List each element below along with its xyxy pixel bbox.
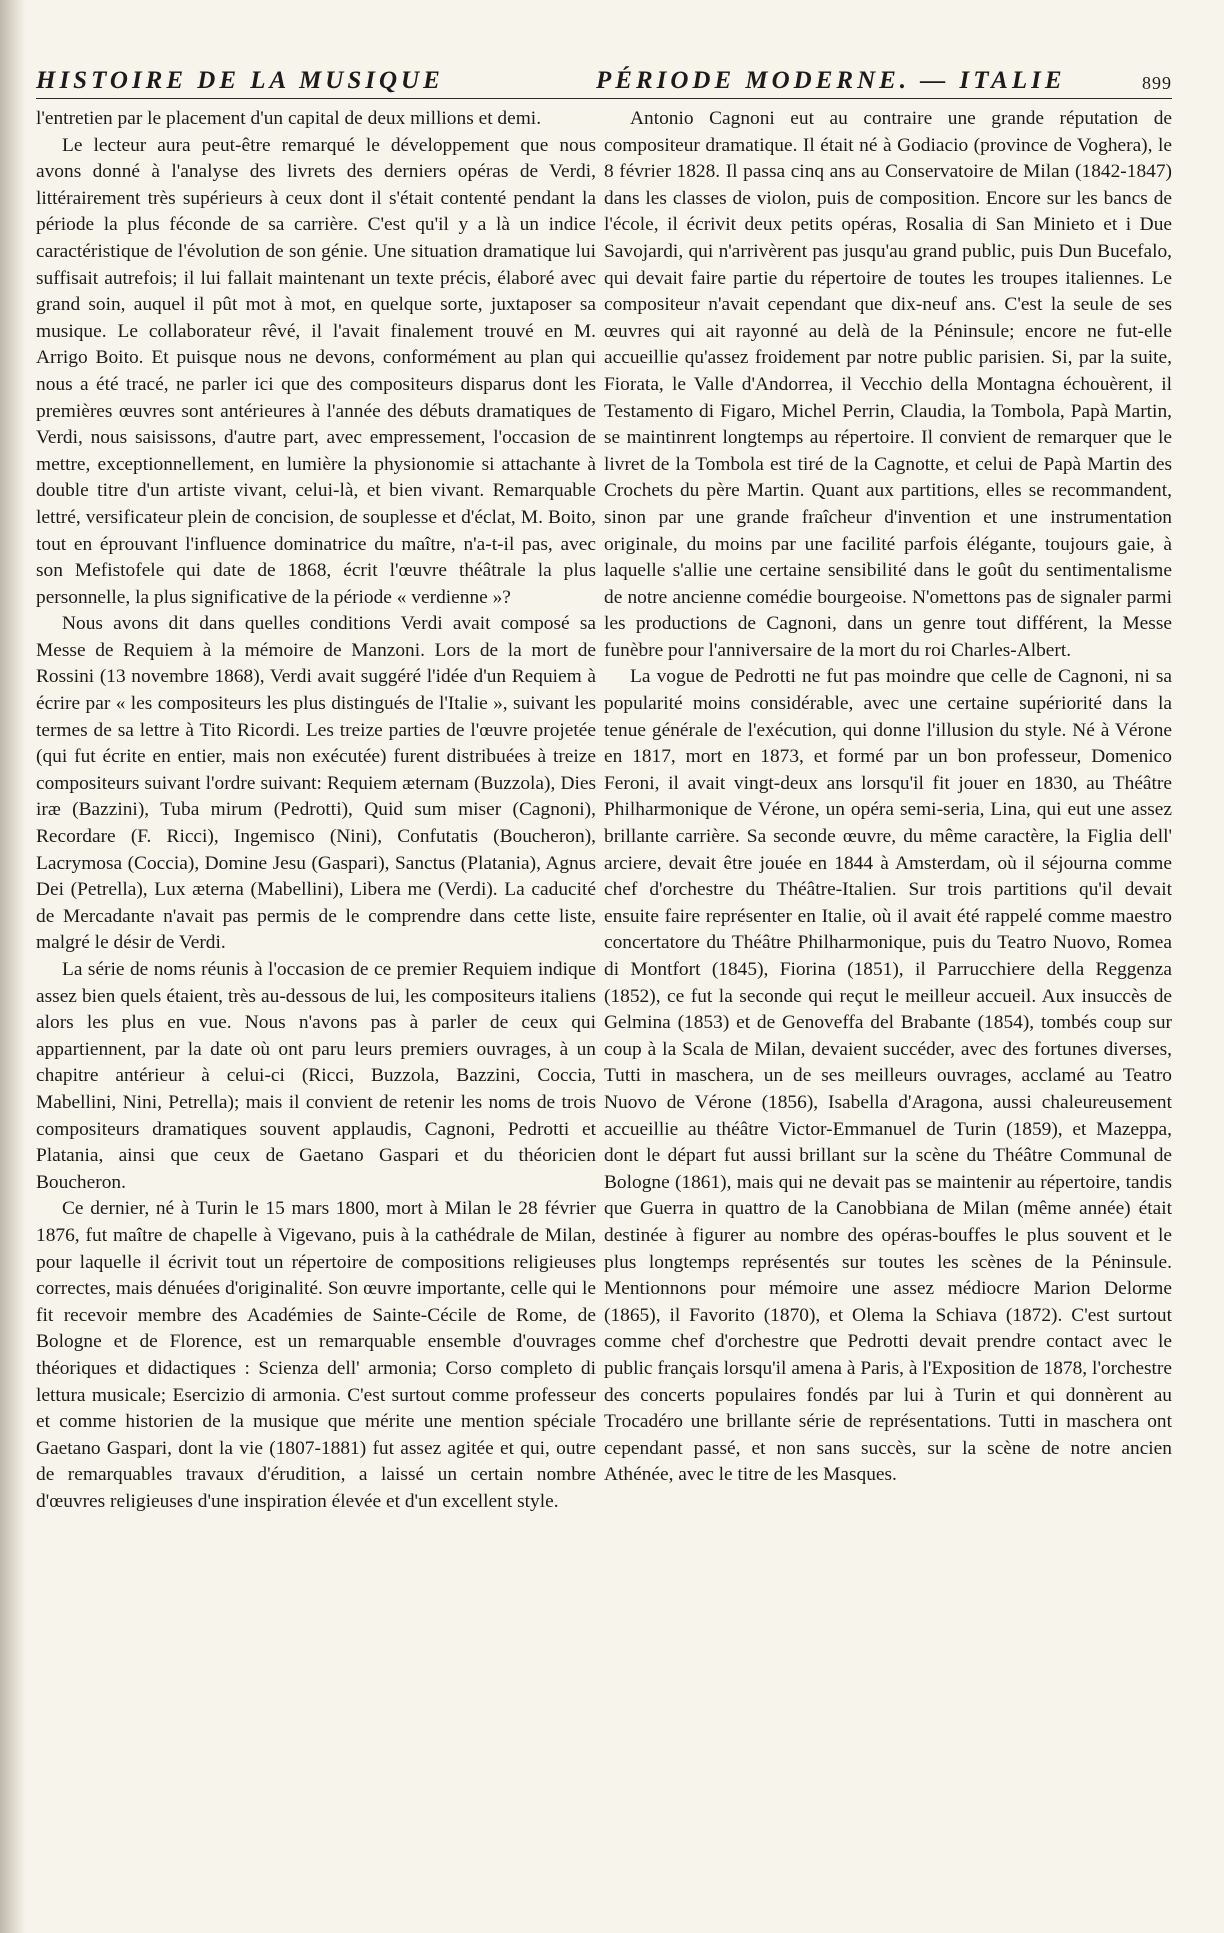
paragraph: Antonio Cagnoni eut au contraire une grande réputation de compositeur dramatique. Il était né à Godiacio (province de Voghera), le 8 février 1828. Il passa cinq ans au Conservatoire de Milan (1842-1847) dans les classes de violon, puis de composition. Encore sur les bancs de l'école, il écrivit deux petits opéras, Rosalia di San Minieto et i Due Savojardi, qui n'arrivèrent pas jusqu'au grand public, puis Dun Bucefalo, qui devait faire partie du répertoire de toutes les troupes italiennes. Le compositeur n'avait cependant que dix-neuf ans. C'est la seule de ses œuvres qui ait rayonné au delà de la Péninsule; encore ne fut-elle accueillie qu'assez froidement par notre public parisien. Si, par la suite, Fiorata, le Valle d'Andorrea, il Vecchio della Montagna échouèrent, il Testamento di Figaro, Michel Perrin, Claudia, la Tombola, Papà Martin, se maintinrent longtemps au répertoire. Il convient de remarquer que le livret de la Tombola est tiré de la Cagnotte, et celui de Papà Martin des Crochets du père Martin. Quant aux partitions, elles se recommandent, sinon par une grande fraîcheur d'invention et une instrumentation originale, du moins par une facilité parfois élégante, toujours gaie, à laquelle s'allie une certaine sensibilité dans le goût du sentimentalisme de notre ancienne comédie bourgeoise. N'omettons pas de signaler parmi les productions de Cagnoni, dans un genre tout différent, la Messe funèbre pour l'anniversaire de la mort du roi Charles-Albert. <box>604 108 1172 661</box>
header-rule <box>36 98 1172 99</box>
header-right-title: PÉRIODE MODERNE. — ITALIE <box>596 67 1066 94</box>
paragraph: La vogue de Pedrotti ne fut pas moindre que celle de Cagnoni, ni sa popularité moins considérable, avec une certaine supériorité dans la tenue générale de l'exécution, qui donne l'illusion du style. Né à Vérone en 1817, mort en 1873, et formé par un bon professeur, Domenico Feroni, il avait vingt-deux ans lorsqu'il fit jouer en 1830, au Théâtre Philharmonique de Vérone, un opéra semi-seria, Lina, qui eut une assez brillante carrière. Sa seconde œuvre, du même caractère, la Figlia dell' arciere, devait être jouée en 1844 à Amsterdam, où il séjourna comme chef d'orchestre du Théâtre-Italien. Sur trois partitions qu'il devait ensuite faire représenter en Italie, où il avait été rappelé comme maestro concertatore du Théâtre Philharmonique, puis du Teatro Nuovo, Romea di Montfort (1845), Fiorina (1851), il Parrucchiere della Reggenza (1852), ce fut la seconde qui reçut le meilleur accueil. Aux insuccès de Gelmina (1853) et de Genoveffa del Brabante (1854), tombés coup sur coup à la Scala de Milan, devaient succéder, avec des fortunes diverses, Tutti in maschera, un de ses meilleurs ouvrages, acclamé au Teatro Nuovo de Vérone (1856), Isabella d'Aragona, aussi chaleureusement accueillie au théâtre Victor-Emmanuel de Turin (1859), et Mazeppa, dont le départ fut aussi brillant sur la scène du Théâtre Communal de Bologne (1861), mais qui ne devait pas se maintenir au répertoire, tandis que Guerra in quattro de la Canobbiana de Milan (même année) était destinée à figurer au nombre des opéras-bouffes le plus souvent et le plus longtemps représentés sur toutes les scènes de la Péninsule. Mentionnons pour mémoire une assez médiocre Marion Delorme (1865), il Favorito (1870), et Olema la Schiava (1872). C'est surtout comme chef d'orchestre que Pedrotti devait prendre contact avec le public français lorsqu'il amena à Paris, à l'Exposition de 1878, l'orchestre des concerts populaires fondés par lui à Turin et qui donnèrent au Trocadéro une brillante série de représentations. Tutti in maschera ont cependant passé, et non sans succès, sur la scène de notre ancien Athénée, avec le titre de les Masques. <box>604 666 1172 1486</box>
page-binding-edge <box>0 0 26 1933</box>
paragraph: Nous avons dit dans quelles conditions Verdi avait composé sa Messe de Requiem à la mémoire de Manzoni. Lors de la mort de Rossini (13 novembre 1868), Verdi avait suggéré l'idée d'un Requiem à écrire par « les compositeurs les plus distingués de l'Italie », suivant les termes de sa lettre à Tito Ricordi. Les treize parties de l'œuvre projetée (qui fut écrite en entier, mais non exécutée) furent distribuées à treize compositeurs suivant l'ordre suivant: Requiem æternam (Buzzola), Dies iræ (Bazzini), Tuba mirum (Pedrotti), Quid sum miser (Cagnoni), Recordare (F. Ricci), Ingemisco (Nini), Confutatis (Boucheron), Lacrymosa (Coccia), Domine Jesu (Gaspari), Sanctus (Platania), Agnus Dei (Petrella), Lux æterna (Mabellini), Libera me (Verdi). La caducité de Mercadante n'avait pas permis de le comprendre dans cette liste, malgré le désir de Verdi. <box>36 613 596 954</box>
paragraph: La série de noms réunis à l'occasion de ce premier Requiem indique assez bien quels étaient, très au-dessous de lui, les compositeurs italiens alors les plus en vue. Nous n'avons pas à parler de ceux qui appartiennent, par la date où ont paru leurs premiers ouvrages, à un chapitre antérieur à celui-ci (Ricci, Buzzola, Bazzini, Coccia, Mabellini, Nini, Petrella); mais il convient de retenir les noms de trois compositeurs dramatiques souvent applaudis, Cagnoni, Pedrotti et Platania, ainsi que ceux de Gaetano Gaspari et du théoricien Boucheron. <box>36 959 596 1193</box>
paragraph: l'entretien par le placement d'un capital de deux millions et demi. <box>36 108 542 129</box>
left-column <box>36 106 596 1515</box>
paragraph: Ce dernier, né à Turin le 15 mars 1800, mort à Milan le 28 février 1876, fut maître de chapelle à Vigevano, puis à la cathédrale de Milan, pour laquelle il écrivit tout un répertoire de compositions religieuses correctes, mais dénuées d'originalité. Son œuvre importante, celle qui le fit recevoir membre des Académies de Sainte-Cécile de Rome, de Bologne et de Florence, est un remarquable ensemble d'ouvrages théoriques et didactiques : Scienza dell' armonia; Corso completo di lettura musicale; Esercizio di armonia. C'est surtout comme professeur et comme historien de la musique que mérite une mention spéciale Gaetano Gaspari, dont la vie (1807-1881) fut assez agitée et qui, outre de remarquables travaux d'érudition, a laissé un certain nombre d'œuvres religieuses d'une inspiration élevée et d'un excellent style. <box>36 1198 596 1512</box>
paragraph: Le lecteur aura peut-être remarqué le développement que nous avons donné à l'analyse des livrets des derniers opéras de Verdi, littérairement très supérieurs à ceux dont il s'était contenté pendant la période la plus féconde de sa carrière. C'est qu'il y a là un indice caractéristique de l'évolution de son génie. Une situation dramatique lui suffisait autrefois; il lui fallait maintenant un texte précis, élaboré avec grand soin, auquel il pût mot à mot, en quelque sorte, juxtaposer sa musique. Le collaborateur rêvé, il l'avait finalement trouvé en M. Arrigo Boito. Et puisque nous ne devons, conformément au plan qui nous a été tracé, ne parler ici que des compositeurs disparus dont les premières œuvres sont antérieures à l'année des débuts dramatiques de Verdi, nous saisissons, d'autre part, avec empressement, l'occasion de mettre, exceptionnellement, en lumière la physionomie si attachante à double titre d'un artiste vivant, celui-là, et bien vivant. Remarquable lettré, versificateur plein de concision, de souplesse et d'éclat, M. Boito, tout en éprouvant l'influence dominatrice du maître, n'a-t-il pas, avec son Mefistofele qui date de 1868, écrit l'œuvre théâtrale la plus personnelle, la plus significative de la période « verdienne »? <box>36 134 596 608</box>
page-number: 899 <box>1142 73 1172 93</box>
right-column <box>604 106 1172 1489</box>
header-left-title: HISTOIRE DE LA MUSIQUE <box>36 67 444 94</box>
running-header <box>36 66 1172 96</box>
